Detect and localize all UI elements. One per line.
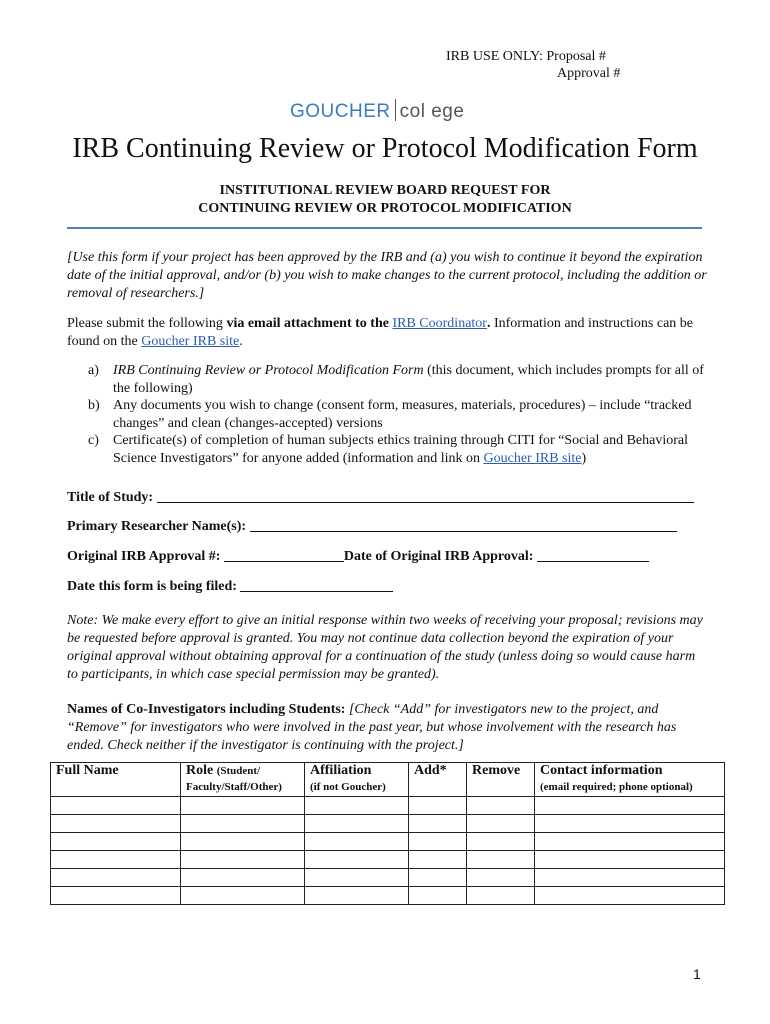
- table-cell[interactable]: [305, 815, 409, 833]
- primary-researcher-label: Primary Researcher Name(s):: [67, 519, 247, 534]
- note-paragraph: Note: We make every effort to give an initial response within two weeks of receiving your proposal; revisions may be requested before approval is granted. You may not continue data collection beyond the expiration of your original approval without obtaining approval for a continuation of the study (unless doing so would cause harm to participants, in which case special permission may be granted).: [67, 613, 703, 682]
- remove-header-label: Remove: [472, 763, 521, 778]
- primary-researcher-field: [67, 517, 677, 535]
- table-cell[interactable]: [467, 833, 535, 851]
- table-cell[interactable]: [467, 797, 535, 815]
- list-c-end: ): [581, 450, 587, 466]
- table-cell[interactable]: [409, 887, 467, 905]
- table-cell[interactable]: [51, 797, 181, 815]
- title-of-study-field: [67, 488, 694, 506]
- list-b-text: Any documents you wish to change (consent form, measures, materials, procedures) – include “tracked changes” and clean (changes-accepted) versions: [113, 398, 692, 431]
- table-row: [51, 851, 725, 869]
- date-filed-input[interactable]: [240, 577, 393, 592]
- goucher-irb-site-link-2[interactable]: Goucher IRB site: [483, 450, 582, 466]
- table-cell[interactable]: [181, 797, 305, 815]
- primary-researcher-input[interactable]: [250, 517, 677, 532]
- irb-coordinator-link[interactable]: IRB Coordinator: [392, 316, 487, 331]
- table-cell[interactable]: [305, 797, 409, 815]
- goucher-irb-site-link[interactable]: Goucher IRB site: [141, 334, 240, 349]
- submit-text-1: Please submit the following: [67, 316, 227, 331]
- original-approval-input[interactable]: [224, 547, 344, 562]
- goucher-logo: [290, 99, 464, 123]
- submit-bold: via email attachment to the: [226, 316, 393, 331]
- page-title: IRB Continuing Review or Protocol Modification Form: [72, 133, 698, 164]
- list-item: [88, 397, 708, 432]
- form-subtitle: [0, 182, 770, 218]
- coinvestigators-heading: Names of Co-Investigators including Students:: [67, 702, 349, 717]
- logo-divider: [395, 99, 396, 121]
- date-filed-label: Date this form is being filed:: [67, 579, 237, 594]
- full-name-header-label: Full Name: [56, 763, 119, 778]
- table-cell[interactable]: [51, 887, 181, 905]
- list-label-a: a): [88, 363, 99, 378]
- table-cell[interactable]: [181, 887, 305, 905]
- table-cell[interactable]: [51, 869, 181, 887]
- table-cell[interactable]: [51, 833, 181, 851]
- original-approval-field: [67, 547, 649, 565]
- subtitle-line-2: CONTINUING REVIEW OR PROTOCOL MODIFICATION: [198, 201, 572, 216]
- logo-college: col ege: [399, 101, 465, 122]
- table-cell[interactable]: [305, 869, 409, 887]
- table-cell[interactable]: [181, 833, 305, 851]
- list-label-c: c): [88, 433, 99, 448]
- table-cell[interactable]: [535, 833, 725, 851]
- title-of-study-input[interactable]: [157, 488, 694, 503]
- affiliation-header-label: Affiliation: [310, 763, 372, 778]
- submission-list: [88, 362, 708, 467]
- list-a-text: (this document, which includes prompts for all of the following): [113, 363, 704, 396]
- table-row: [51, 815, 725, 833]
- irb-approval-label: Approval #: [557, 66, 621, 81]
- subtitle-line-1: INSTITUTIONAL REVIEW BOARD REQUEST FOR: [219, 183, 551, 198]
- add-header-label: Add*: [414, 763, 447, 778]
- coinvestigators-table: [50, 762, 725, 905]
- submit-paragraph: [67, 315, 707, 351]
- date-original-label: Date of Original IRB Approval:: [343, 549, 534, 564]
- table-cell[interactable]: [51, 851, 181, 869]
- table-cell[interactable]: [181, 851, 305, 869]
- submit-end: .: [239, 334, 243, 349]
- date-filed-field: [67, 577, 393, 595]
- remove-header: [467, 763, 535, 797]
- table-cell[interactable]: [535, 851, 725, 869]
- form-name-italic: IRB Continuing Review or Protocol Modification Form: [113, 363, 424, 378]
- table-cell[interactable]: [409, 851, 467, 869]
- table-row: [51, 833, 725, 851]
- table-row: [51, 869, 725, 887]
- table-cell[interactable]: [181, 815, 305, 833]
- role-header-hint-1: (Student/: [216, 765, 261, 777]
- table-cell[interactable]: [181, 869, 305, 887]
- role-header: [181, 763, 305, 797]
- table-cell[interactable]: [305, 851, 409, 869]
- table-cell[interactable]: [535, 869, 725, 887]
- coinvestigators-paragraph: [67, 701, 707, 755]
- table-cell[interactable]: [467, 887, 535, 905]
- affiliation-header: [305, 763, 409, 797]
- table-cell[interactable]: [409, 869, 467, 887]
- table-cell[interactable]: [467, 851, 535, 869]
- logo-name: GOUCHER: [290, 101, 391, 122]
- list-item: [88, 362, 708, 397]
- submit-dot: .: [486, 316, 491, 331]
- table-header-row: [51, 763, 725, 797]
- irb-proposal-label: IRB USE ONLY: Proposal #: [446, 49, 606, 64]
- table-cell[interactable]: [305, 833, 409, 851]
- full-name-header: [51, 763, 181, 797]
- table-cell[interactable]: [467, 869, 535, 887]
- table-row: [51, 797, 725, 815]
- coinvestigators-instructions: [Check “Add” for investigators new to the project, and “Remove” for investigators who were involved in the past year, but whose involvement with the research has ended. Check neither if the investigator is continuing with the project.]: [67, 702, 677, 753]
- submit-text-2: Information and instructions can be found on the: [67, 316, 694, 349]
- table-cell[interactable]: [409, 797, 467, 815]
- date-original-input[interactable]: [537, 547, 649, 562]
- page-number: 1: [693, 966, 701, 982]
- role-header-hint-2: Faculty/Staff/Other): [186, 781, 282, 793]
- irb-use-only-block: [446, 48, 620, 82]
- add-header: [409, 763, 467, 797]
- table-cell[interactable]: [535, 797, 725, 815]
- contact-header-hint: (email required; phone optional): [540, 781, 693, 793]
- table-cell[interactable]: [51, 815, 181, 833]
- contact-header: [535, 763, 725, 797]
- list-label-b: b): [88, 398, 100, 413]
- table-cell[interactable]: [409, 815, 467, 833]
- contact-header-label: Contact information: [540, 763, 663, 778]
- title-of-study-label: Title of Study:: [67, 490, 154, 505]
- original-approval-label: Original IRB Approval #:: [67, 549, 221, 564]
- intro-paragraph: [Use this form if your project has been approved by the IRB and (a) you wish to continue it beyond the expiration date of the initial approval, and/or (b) you wish to make changes to the current protocol, including the addition or removal of researchers.]: [67, 250, 707, 301]
- table-cell[interactable]: [409, 833, 467, 851]
- table-cell[interactable]: [305, 887, 409, 905]
- table-row: [51, 887, 725, 905]
- list-c-text: Certificate(s) of completion of human subjects ethics training through CITI for “Social and Behavioral Science Investigators” for anyone added (information and link on: [113, 433, 688, 466]
- list-item: [88, 432, 708, 467]
- table-cell[interactable]: [467, 815, 535, 833]
- role-header-label: Role: [186, 763, 214, 778]
- table-cell[interactable]: [535, 815, 725, 833]
- title-divider: [67, 227, 702, 229]
- affiliation-header-hint: (if not Goucher): [310, 781, 386, 793]
- table-cell[interactable]: [535, 887, 725, 905]
